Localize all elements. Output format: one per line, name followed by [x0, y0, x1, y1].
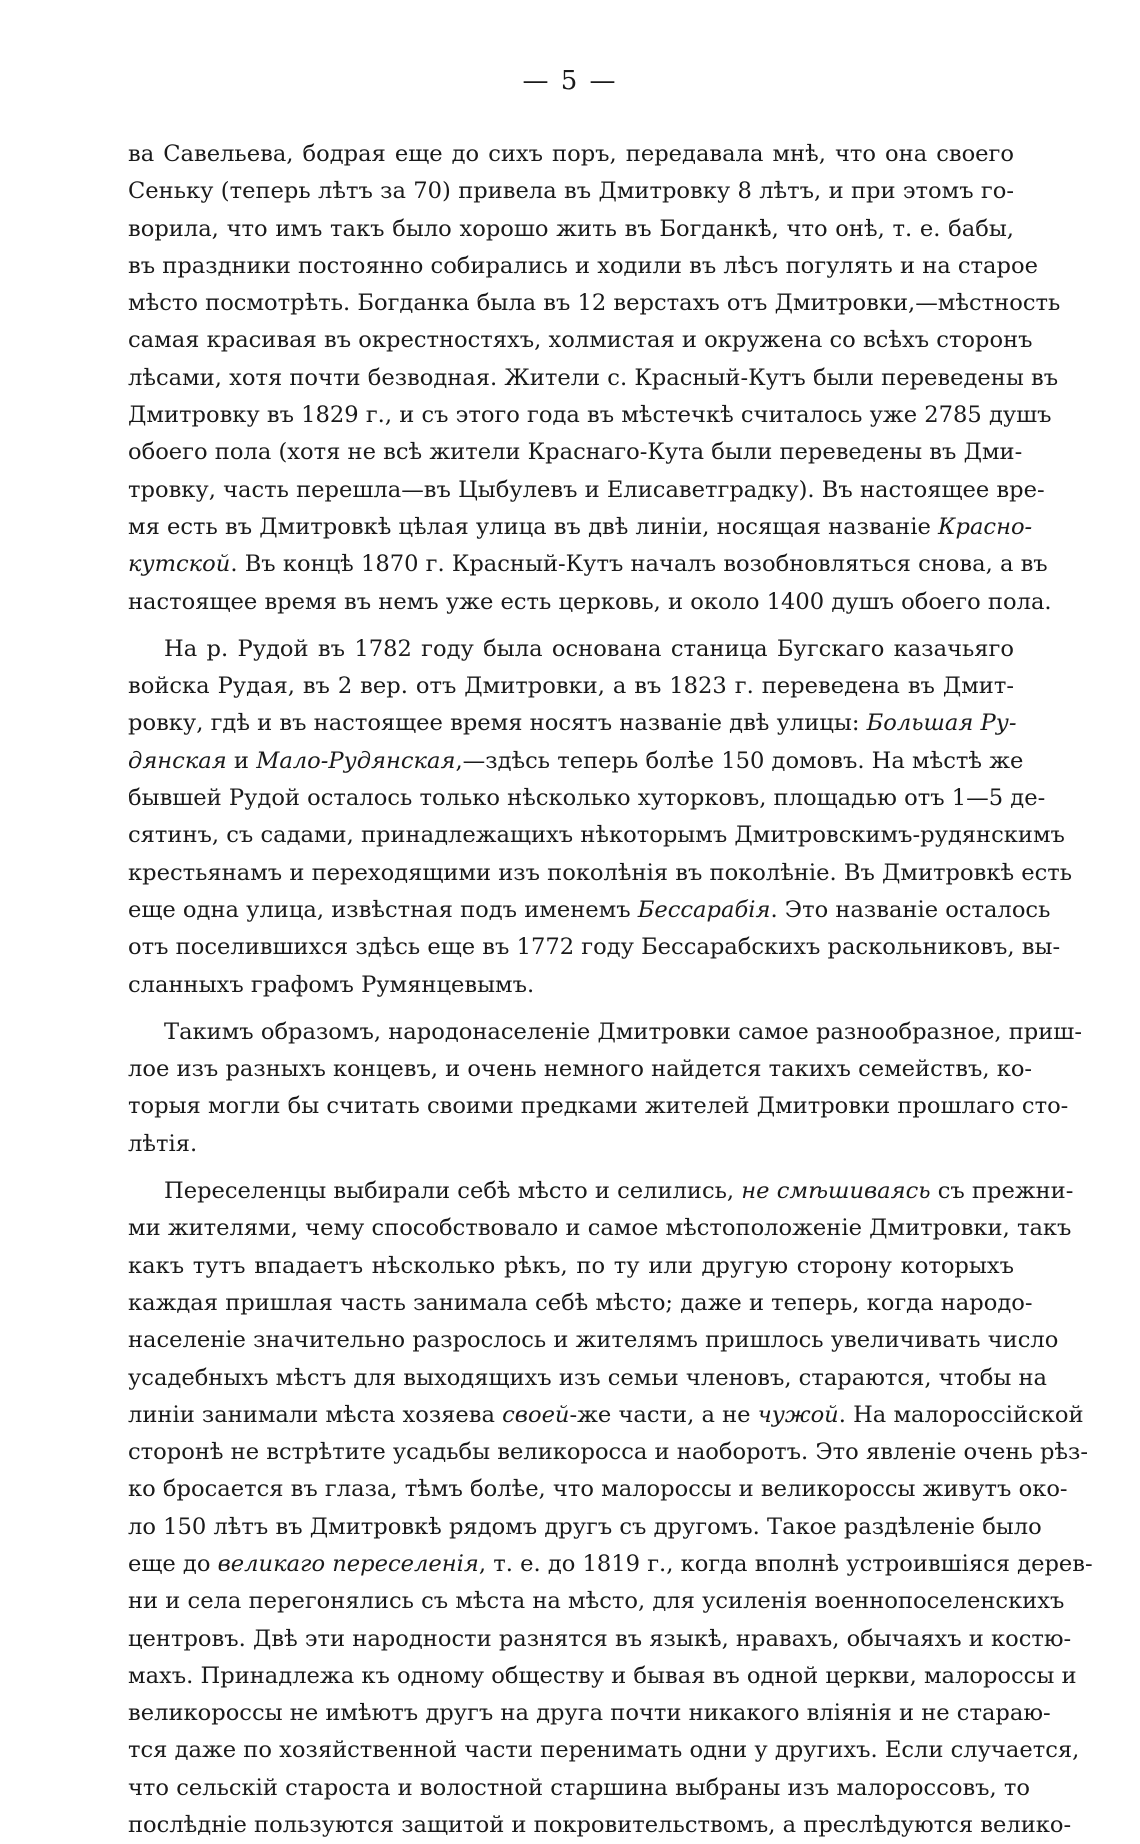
text-run: лѣсами, хотя почти безводная. Жители с. Красный-Кутъ были переведены въ: [128, 364, 1059, 391]
paragraph-gap: [128, 1163, 1014, 1173]
paragraph: [128, 136, 1061, 621]
italic-term: Красно-: [938, 513, 1033, 540]
text-run: торыя могли бы считать своими предками жителей Дмитровки прошлаго сто-: [128, 1093, 1069, 1120]
italic-term: кутской: [128, 551, 231, 578]
page-number: — 5 —: [522, 66, 618, 96]
text-line: [128, 929, 1061, 966]
text-line: [128, 1770, 1031, 1807]
text-line: [128, 1322, 1059, 1359]
text-run: ко бросается въ глаза, тѣмъ болѣе, что малороссы и великороссы живутъ око-: [128, 1476, 1068, 1503]
text-line: [128, 892, 1051, 929]
text-run: махъ. Принадлежа къ одному обществу и бывая въ одной церкви, малороссы и: [128, 1662, 1077, 1689]
text-run: населеніе значительно разрослось и жителямъ пришлось увеличивать число: [128, 1327, 1059, 1354]
text-run: ,—здѣсь теперь болѣе 150 домовъ. На мѣстѣ же: [455, 747, 1024, 774]
text-line: [128, 855, 1073, 892]
text-line: [128, 1434, 1089, 1471]
text-run: центровъ. Двѣ эти народности разнятся въ языкѣ, нравахъ, обычаяхъ и костю-: [128, 1625, 1072, 1652]
text-run: мѣсто посмотрѣть. Богданка была въ 12 верстахъ отъ Дмитровки,—мѣстность: [128, 290, 1061, 317]
paragraph: [128, 1014, 1082, 1163]
text-line: [128, 322, 1033, 359]
text-run: мя есть въ Дмитровкѣ цѣлая улица въ двѣ линіи, носящая названіе: [128, 513, 938, 540]
text-line: [128, 1695, 1051, 1732]
text-run: великороссы не имѣютъ другъ на друга почти никакого вліянія и не стараю-: [128, 1700, 1051, 1727]
text-run: сланныхъ графомъ Румянцевымъ.: [128, 971, 535, 998]
text-run: самая красивая въ окрестностяхъ, холмистая и окружена со всѣхъ сторонъ: [128, 327, 1033, 354]
italic-term: Большая Ру-: [866, 710, 1017, 737]
text-run: лѣтія.: [128, 1130, 198, 1157]
text-line: [128, 1173, 1074, 1210]
text-run: Переселенцы выбирали себѣ мѣсто и селились,: [164, 1178, 742, 1205]
text-line: [128, 1509, 1042, 1546]
text-run: усадебныхъ мѣстъ для выходящихъ изъ семьи членовъ, стараются, чтобы на: [128, 1364, 1048, 1391]
italic-term: своей: [502, 1401, 570, 1428]
text-line: [128, 509, 1033, 546]
paragraph-gap: [128, 1004, 1014, 1014]
text-run: тровку, часть перешла—въ Цыбулевъ и Елисаветградку). Въ настоящее вре-: [128, 476, 1045, 503]
text-run: каждая пришлая часть занимала себѣ мѣсто; даже и теперь, когда народо-: [128, 1289, 1033, 1316]
text-line: [128, 397, 1052, 434]
text-line: [128, 1210, 1072, 1247]
text-line: [128, 631, 1014, 668]
text-line: [128, 1471, 1068, 1508]
text-run: сятинъ, съ садами, принадлежащихъ нѣкоторымъ Дмитровскимъ-рудянскимъ: [128, 822, 1065, 849]
italic-term: Бессарабія: [637, 896, 771, 923]
text-run: . Въ концѣ 1870 г. Красный-Кутъ началъ возобновляться снова, а въ: [230, 551, 1048, 578]
text-line: [128, 1014, 1082, 1051]
text-line: [128, 360, 1059, 397]
text-line: [128, 546, 1048, 583]
text-line: [128, 248, 1038, 285]
text-run: , т. е. до 1819 г., когда вполнѣ устроившіяся дерев-: [478, 1550, 1093, 1577]
text-run: въ праздники постоянно собирались и ходили въ лѣсъ погулять и на старое: [128, 252, 1038, 279]
text-run: ни и села перегонялись съ мѣста на мѣсто, для усиленія военнопоселенскихъ: [128, 1588, 1065, 1615]
text-line: [128, 1285, 1033, 1322]
text-line: [128, 434, 1023, 471]
text-line: [128, 472, 1045, 509]
text-line: [128, 285, 1061, 322]
text-line: [128, 1360, 1048, 1397]
text-run: Дмитровку въ 1829 г., и съ этого года въ мѣстечкѣ считалось уже 2785 душъ: [128, 402, 1052, 429]
text-run: ва Савельева, бодрая еще до сихъ поръ, передавала мнѣ, что она своего: [128, 141, 1014, 167]
text-run: войска Рудая, въ 2 вер. отъ Дмитровки, а въ 1823 г. переведена въ Дмит-: [128, 673, 1014, 700]
text-line: [128, 136, 1014, 173]
text-run: съ прежни-: [930, 1178, 1074, 1205]
text-run: еще одна улица, извѣстная подъ именемъ: [128, 896, 638, 923]
text-run: ровку, гдѣ и въ настоящее время носятъ названіе двѣ улицы:: [128, 710, 867, 737]
paragraph-gap: [128, 621, 1014, 631]
text-run: Такимъ образомъ, народонаселеніе Дмитровки самое разнообразное, приш-: [164, 1018, 1082, 1045]
text-run: ворила, что имъ такъ было хорошо жить въ Богданкѣ, что онѣ, т. е. бабы,: [128, 215, 1014, 242]
text-run: еще до: [128, 1550, 218, 1577]
text-line: [128, 1088, 1069, 1125]
text-line: [128, 584, 1052, 621]
text-run: сторонѣ не встрѣтите усадьбы великоросса и наоборотъ. Это явленіе очень рѣз-: [128, 1439, 1089, 1466]
text-line: [128, 817, 1065, 854]
italic-term: не смѣшиваясь: [741, 1178, 931, 1205]
text-run: что сельскій староста и волостной старшина выбраны изъ малороссовъ, то: [128, 1774, 1031, 1801]
paragraph: [128, 631, 1073, 1004]
italic-term: чужой: [757, 1401, 839, 1428]
text-run: лое изъ разныхъ концевъ, и очень немного найдется такихъ семействъ, ко-: [128, 1056, 1033, 1083]
text-line: [128, 1583, 1065, 1620]
text-run: -же части, а не: [569, 1401, 758, 1428]
text-run: линіи занимали мѣста хозяева: [128, 1401, 503, 1428]
paragraph: [128, 1173, 1093, 1844]
italic-term: Мало-Рудянская: [256, 747, 456, 774]
text-run: крестьянамъ и переходящими изъ поколѣнія въ поколѣніе. Въ Дмитровкѣ есть: [128, 859, 1073, 886]
italic-term: великаго переселенія: [217, 1550, 479, 1577]
text-line: [128, 173, 1014, 210]
text-line: [128, 1807, 1072, 1844]
text-line: [128, 1658, 1077, 1695]
text-run: и: [226, 747, 257, 774]
text-run: бывшей Рудой осталось только нѣсколько хуторковъ, площадью отъ 1—5 де-: [128, 785, 1046, 812]
body-text: [128, 136, 1093, 1844]
text-line: [128, 1051, 1033, 1088]
text-run: На р. Рудой въ 1782 году была основана станица Бугскаго казачьяго: [164, 635, 1014, 662]
text-line: [128, 743, 1024, 780]
text-run: настоящее время въ немъ уже есть церковь, и около 1400 душъ обоего пола.: [128, 588, 1052, 615]
text-line: [128, 1248, 1014, 1285]
text-run: тся даже по хозяйственной части перенимать одни у другихъ. Если случается,: [128, 1737, 1080, 1764]
text-line: [128, 1126, 1014, 1163]
text-line: [128, 1546, 1093, 1583]
text-line: [128, 668, 1014, 705]
text-run: послѣдніе пользуются защитой и покровительствомъ, а преслѣдуются велико-: [128, 1812, 1072, 1839]
text-run: ло 150 лѣтъ въ Дмитровкѣ рядомъ другъ съ другомъ. Такое раздѣленіе было: [128, 1513, 1042, 1540]
text-line: [128, 1397, 1084, 1434]
italic-term: дянская: [128, 747, 227, 774]
text-run: Сеньку (теперь лѣтъ за 70) привела въ Дмитровку 8 лѣтъ, и при этомъ го-: [128, 178, 1014, 205]
text-run: ми жителями, чему способствовало и самое мѣстоположеніе Дмитровки, такъ: [128, 1215, 1072, 1242]
text-run: обоего пола (хотя не всѣ жители Краснаго-Кута были переведены въ Дми-: [128, 439, 1023, 466]
text-run: отъ поселившихся здѣсь еще въ 1772 году Бессарабскихъ раскольниковъ, вы-: [128, 934, 1061, 961]
text-line: [128, 780, 1046, 817]
text-run: . На малороссійской: [838, 1401, 1084, 1428]
text-line: [128, 1732, 1080, 1769]
text-run: какъ тутъ впадаетъ нѣсколько рѣкъ, по ту или другую сторону которыхъ: [128, 1252, 1014, 1279]
text-line: [128, 705, 1017, 742]
text-line: [128, 211, 1014, 248]
text-line: [128, 967, 1014, 1004]
text-line: [128, 1621, 1072, 1658]
text-run: . Это названіе осталось: [770, 896, 1051, 923]
